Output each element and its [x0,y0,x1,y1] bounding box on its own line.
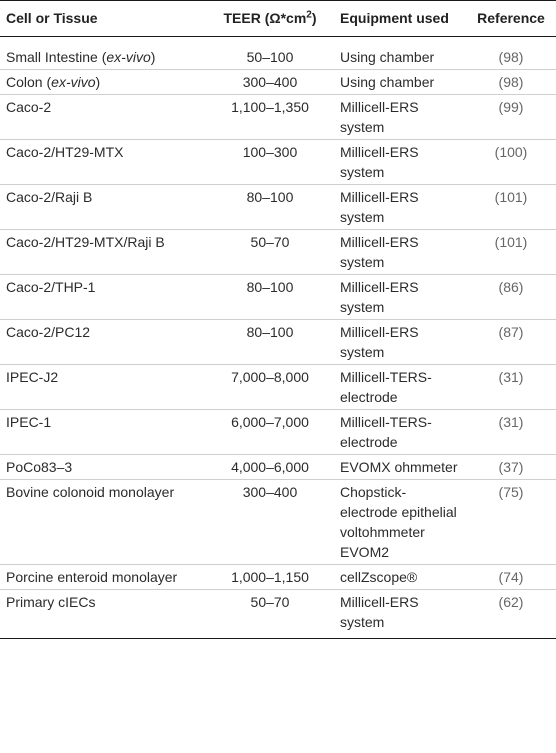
table-row [0,37,556,70]
reference-link[interactable]: (37) [466,455,556,480]
table-header [0,1,556,37]
table-row [0,140,556,185]
table-row [0,185,556,230]
header-teer-exponent: 2 [306,9,312,21]
cell-equipment: Millicell-ERS system [334,140,466,185]
tissue-note: ex-vivo [51,74,96,90]
cell-teer: 1,100–1,350 [206,95,334,140]
cell-tissue: Caco-2/Raji B [0,185,206,230]
cell-equipment: Using chamber [334,70,466,95]
cell-teer: 50–70 [206,230,334,275]
header-teer-label: TEER (Ω*cm [223,10,307,26]
table-row [0,365,556,410]
table-row [0,95,556,140]
reference-link[interactable]: (31) [466,410,556,455]
cell-equipment: Millicell-TERS-electrode [334,410,466,455]
reference-link[interactable]: (100) [466,140,556,185]
reference-link[interactable]: (74) [466,565,556,590]
cell-teer: 7,000–8,000 [206,365,334,410]
table-row [0,455,556,480]
cell-tissue: Primary cIECs [0,590,206,639]
cell-equipment: Millicell-ERS system [334,230,466,275]
cell-equipment: EVOMX ohmmeter [334,455,466,480]
cell-tissue: IPEC-J2 [0,365,206,410]
cell-tissue: PoCo83–3 [0,455,206,480]
header-cell-tissue: Cell or Tissue [0,1,206,37]
cell-teer: 100–300 [206,140,334,185]
table-row [0,275,556,320]
cell-equipment: Millicell-ERS system [334,275,466,320]
cell-teer: 80–100 [206,320,334,365]
cell-teer: 4,000–6,000 [206,455,334,480]
table-row [0,230,556,275]
header-reference: Reference [466,1,556,37]
cell-teer: 50–100 [246,49,294,65]
table-row [0,590,556,639]
header-teer-close: ) [311,10,317,26]
cell-equipment: cellZscope® [334,565,466,590]
cell-tissue: Small Intestine (ex-vivo) [6,49,156,65]
cell-tissue: Porcine enteroid monolayer [0,565,206,590]
cell-equipment: Millicell-TERS-electrode [334,365,466,410]
cell-tissue: Caco-2/HT29-MTX/Raji B [0,230,206,275]
table-row [0,480,556,565]
header-equipment: Equipment used [334,1,466,37]
cell-tissue: Bovine colonoid monolayer [0,480,206,565]
cell-tissue: Colon (ex-vivo) [0,70,206,95]
table-row [0,410,556,455]
table-row [0,565,556,590]
reference-link[interactable]: (98) [466,70,556,95]
reference-link[interactable]: (101) [466,185,556,230]
reference-link[interactable]: (87) [466,320,556,365]
reference-link[interactable]: (86) [466,275,556,320]
cell-equipment: Millicell-ERS system [334,185,466,230]
tissue-name: Small Intestine [6,49,98,65]
header-row [0,1,556,37]
cell-tissue: Caco-2 [0,95,206,140]
cell-tissue: Caco-2/THP-1 [0,275,206,320]
cell-equipment: Using chamber [340,49,435,65]
cell-teer: 6,000–7,000 [206,410,334,455]
reference-link[interactable]: (99) [466,95,556,140]
reference-link[interactable]: (98) [498,49,524,65]
cell-tissue: Caco-2/PC12 [0,320,206,365]
reference-link[interactable]: (101) [466,230,556,275]
cell-tissue: Caco-2/HT29-MTX [0,140,206,185]
cell-teer: 80–100 [206,185,334,230]
cell-equipment: Millicell-ERS system [334,95,466,140]
cell-equipment: Millicell-ERS system [334,590,466,639]
cell-teer: 50–70 [206,590,334,639]
table-row [0,320,556,365]
header-teer [206,1,334,37]
table-row [0,70,556,95]
cell-teer: 80–100 [206,275,334,320]
cell-teer: 300–400 [206,480,334,565]
reference-link[interactable]: (31) [466,365,556,410]
cell-equipment: Chopstick-electrode epithelial voltohmmeter EVOM2 [334,480,466,565]
tissue-note: ex-vivo [106,49,151,65]
cell-teer: 300–400 [206,70,334,95]
cell-tissue: IPEC-1 [0,410,206,455]
reference-link[interactable]: (75) [466,480,556,565]
cell-teer: 1,000–1,150 [206,565,334,590]
cell-equipment: Millicell-ERS system [334,320,466,365]
table-body [0,37,556,639]
tissue-name: Colon [6,74,43,90]
reference-link[interactable]: (62) [466,590,556,639]
